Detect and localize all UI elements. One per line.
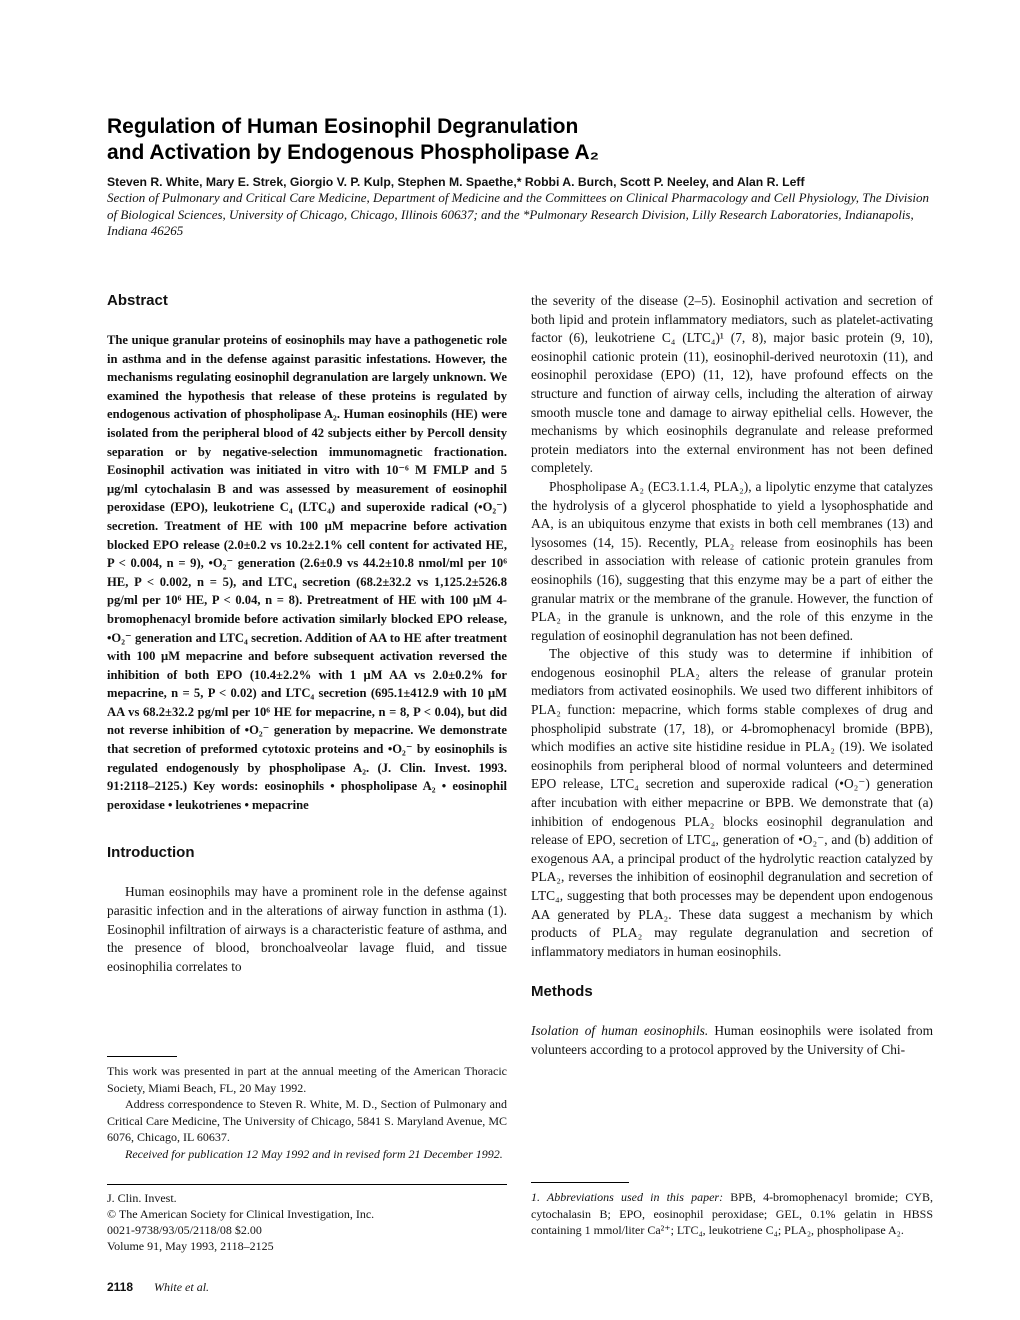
- methods-subhead: Isolation of human eosinophils.: [531, 1023, 709, 1039]
- footnotes-left: [107, 1056, 507, 1162]
- abstract-text: The unique granular proteins of eosinophils may have a pathogenetic role in asthma and in the defense against parasitic infestations. However, the mechanisms regulating eosinophil degranulation are largely unknown. We examined the hypothesis that release of these proteins is regulated by endogenous activation of phospholipase A₂. Human eosinophils (HE) were isolated from the peripheral blood of 42 subjects either by Percoll density separation or by negative-selection immunomagnetic fractionation. Eosinophil activation was initiated in vitro with 10⁻⁶ M FMLP and 5 μg/ml cytochalasin B and was assessed by measurement of eosinophil peroxidase (EPO), leukotriene C₄ (LTC₄) and superoxide radical (•O₂⁻) secretion. Treatment of HE with 100 μM mepacrine before activation blocked EPO release (2.0±0.2 vs 10.2±2.1% cell content for activated HE, P < 0.004, n = 9), •O₂⁻ generation (2.6±0.9 vs 44.2±10.8 nmol/ml per 10⁶ HE, P < 0.002, n = 5), and LTC₄ secretion (68.2±32.2 vs 1,125.2±526.8 pg/ml per 10⁶ HE, P < 0.04, n = 8). Pretreatment of HE with 100 μM 4-bromophenacyl bromide before activation similarly blocked EPO release, •O₂⁻ generation and LTC₄ secretion. Addition of AA to HE after treatment with 100 μM mepacrine and before subsequent activation reversed the inhibition of both EPO (10.4±2.2% with 1 μM AA vs 2.0±0.2% for mepacrine, n = 5, P < 0.02) and LTC₄ secretion (695.1±412.9 with 10 μM AA vs 68.2±32.2 pg/ml per 10⁶ HE for mepacrine, n = 8, P < 0.04), but did not reverse inhibition of •O₂⁻ generation by mepacrine. We demonstrate that secretion of preformed cytotoxic proteins and •O₂⁻ by eosinophils is regulated endogenously by phospholipase A₂. (J. Clin. Invest. 1993. 91:2118–2125.) Key words: eosinophils • phospholipase A₂ • eosinophil peroxidase • leukotrienes • mepacrine: [107, 333, 507, 812]
- abbreviations-text: BPB, 4-bromophenacyl bromide; CYB, cytochalasin B; EPO, eosinophil peroxidase; GEL, 0.1% gelatin in HBSS containing 1 mmol/liter Ca²⁺; LTC₄, leukotriene C₄; PLA₂, phospholipase A₂.: [531, 1190, 934, 1237]
- intro-paragraph-3: The objective of this study was to determine if inhibition of endogenous eosinophil PLA₂ alters the release of granular protein mediators from activated eosinophils. We used two different inhibitors of PLA₂ function: mepacrine, which forms stable complexes of drug and phospholipid substrate (17, 18), or 4-bromophenacyl bromide (BPB), which modifies an active site histidine residue in PLA₂ (19). We isolated eosinophils from peripheral blood of normal volunteers and determined EPO release, LTC₄ secretion and superoxide radical (•O₂⁻) generation after incubation with either mepacrine or BPB. We demonstrate that (a) inhibition of endogenous PLA₂ blocks eosinophil degranulation and release of EPO, secretion of LTC₄, generation of •O₂⁻, and (b) addition of exogenous AA, a principal product of the hydrolytic reaction catalyzed by PLA₂, reverses the inhibition of eosinophil degranulation and secretion of LTC₄, suggesting that both processes may be dependent upon endogenous AA generated by PLA₂. These data suggest a mechanism by which products of PLA₂ may regulate degranulation and secretion of inflammatory mediators in human eosinophils.: [531, 646, 933, 959]
- methods-text: Human eosinophils were isolated from volunteers according to a protocol approved by the University of Chi-: [531, 1023, 933, 1057]
- footnote-abbreviations: [531, 1189, 933, 1239]
- methods-heading: Methods: [531, 983, 593, 1001]
- right-column: [531, 292, 933, 1060]
- page-footer: [107, 1280, 209, 1295]
- intro-paragraph-1: Human eosinophils may have a prominent role in the defense against parasitic infection and in the alterations of airway function in asthma (1). Eosinophil infiltration of airways is a characteristic feature of asthma, and the presence of blood, bronchoalveolar lavage fluid, and tissue eosinophilia correlates to: [107, 884, 507, 974]
- footnote-rule-right: [531, 1182, 629, 1183]
- author-list: Steven R. White, Mary E. Strek, Giorgio V. P. Kulp, Stephen M. Spaethe,* Robbi A. Burch, Scott P. Neeley, and Alan R. Leff: [107, 175, 805, 189]
- methods-paragraph: [531, 1022, 933, 1059]
- abstract-heading: Abstract: [107, 292, 168, 309]
- page-number: 2118: [107, 1280, 134, 1294]
- title-line-1: Regulation of Human Eosinophil Degranulation: [107, 115, 579, 138]
- journal-issn: 0021-9738/93/05/2118/08 $2.00: [107, 1223, 262, 1237]
- footnote-presented: This work was presented in part at the annual meeting of the American Thoracic Society, Miami Beach, FL, 20 May 1992.: [107, 1064, 507, 1095]
- footnote-received: Received for publication 12 May 1992 and in revised form 21 December 1992.: [125, 1146, 503, 1161]
- left-column: [107, 292, 507, 976]
- intro-paragraph-1-continued: the severity of the disease (2–5). Eosinophil activation and secretion of both lipid and protein inflammatory mediators, such as platelet-activating factor (6), leukotriene C₄ (LTC₄)¹ (7, 8), major basic protein (9, 10), eosinophil cationic protein (11), eosinophil-derived neurotoxin (11), and eosinophil peroxidase (EPO) (11, 12), have profound effects on the structure and function of airway cells, including the alteration of airway smooth muscle tone and damage to airway epithelial cells. However, the mechanisms by which eosinophils degranulate and release preformed protein mediators into the external environment has not been defined completely.: [531, 293, 933, 476]
- affiliation: Section of Pulmonary and Critical Care Medicine, Department of Medicine and the Committees on Clinical Pharmacology and Cell Physiology, The Division of Biological Sciences, University of Chicago, Chicago, Illinois 60637; and the *Pulmonary Research Division, Lilly Research Laboratories, Indianapolis, Indiana 46265: [107, 190, 930, 238]
- journal-name: J. Clin. Invest.: [107, 1191, 177, 1205]
- footnotes-right: [531, 1182, 933, 1239]
- journal-copyright: © The American Society for Clinical Investigation, Inc.: [107, 1207, 375, 1221]
- abbreviations-label: 1. Abbreviations used in this paper:: [531, 1190, 724, 1204]
- journal-volume: Volume 91, May 1993, 2118–2125: [107, 1239, 274, 1253]
- article-title: [107, 114, 927, 166]
- introduction-heading: Introduction: [107, 844, 195, 862]
- footnote-rule: [107, 1056, 177, 1057]
- footnote-correspondence: Address correspondence to Steven R. White, M. D., Section of Pulmonary and Critical Care Medicine, The University of Chicago, 5841 S. Maryland Avenue, MC 6076, Chicago, IL 60637.: [107, 1097, 507, 1144]
- journal-rule: [107, 1184, 507, 1185]
- journal-info: [107, 1190, 507, 1254]
- running-head: White et al.: [154, 1280, 210, 1294]
- intro-paragraph-2: Phospholipase A₂ (EC3.1.1.4, PLA₂), a lipolytic enzyme that catalyzes the hydrolysis of a glycerol phosphatide to yield a lysophosphatide and AA, is an ubiquitous enzyme that exists in both cell membranes (13) and lysosomes (14, 15). Recently, PLA₂ release from eosinophils has been described in association with release of cationic protein granules from eosinophils (16), suggesting that this enzyme may be a part of either the granular matrix or the membrane of the granule. However, the function of PLA₂ in the granule is unknown, and the role of this enzyme in the regulation of eosinophil degranulation has not been defined.: [531, 478, 933, 643]
- title-line-2: and Activation by Endogenous Phospholipase A₂: [107, 141, 599, 164]
